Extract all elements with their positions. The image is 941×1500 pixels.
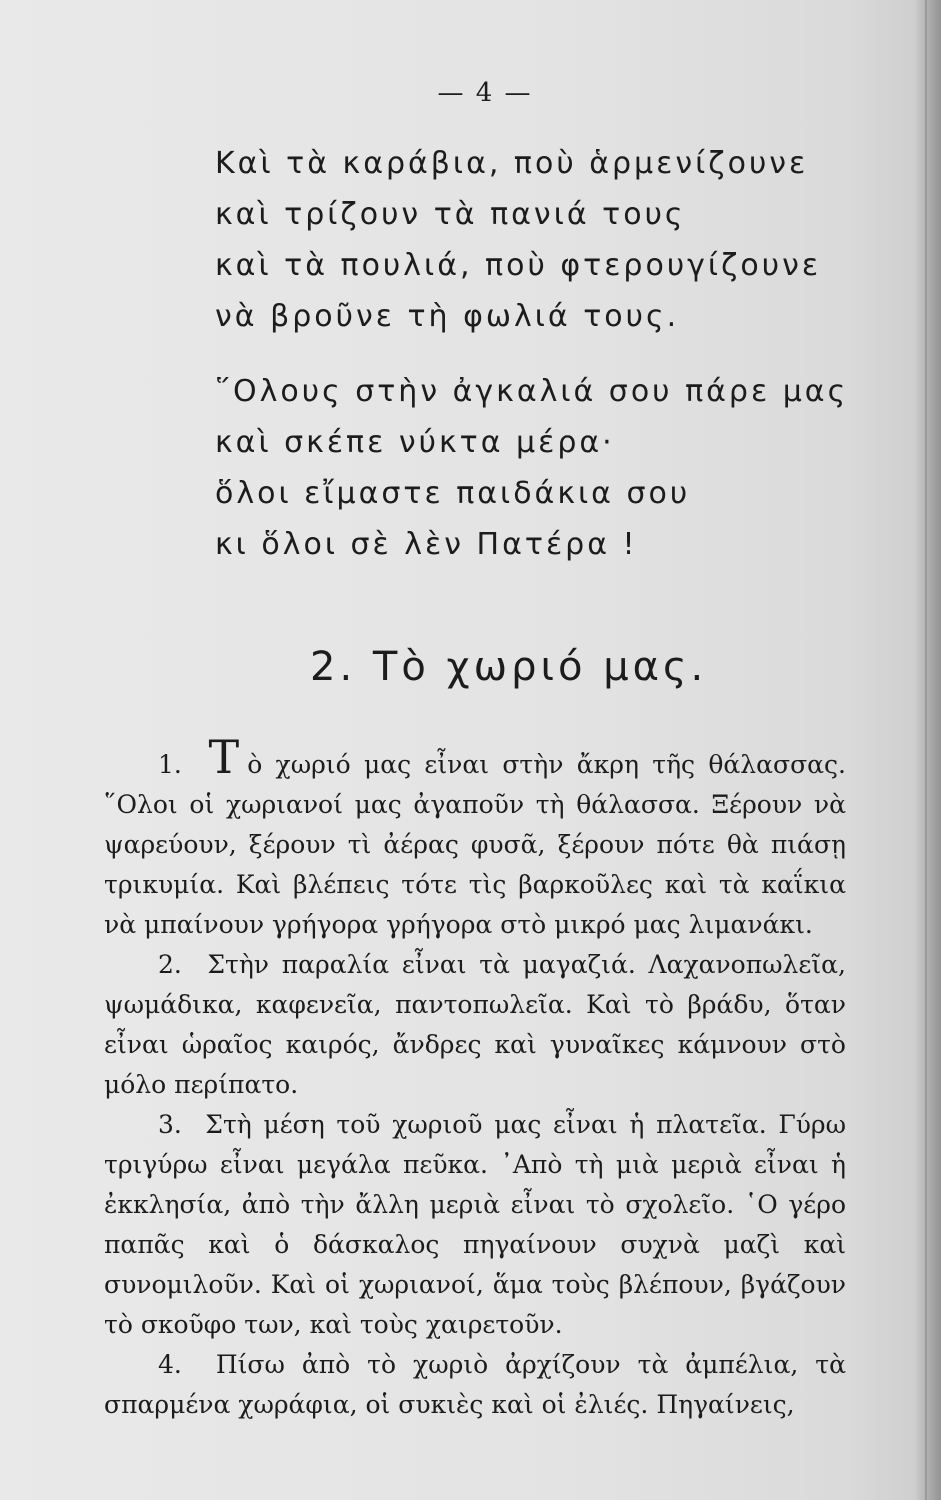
poem-line: καὶ σκέπε νύκτα μέρα· [215, 425, 615, 460]
paragraph-3 [104, 1105, 846, 1345]
paragraph-number: 4. [158, 1350, 182, 1379]
drop-cap: Τ [208, 730, 240, 784]
poem-line: νὰ βροῦνε τὴ φωλιά τους. [215, 299, 680, 334]
section-heading: 2. Τὸ χωριό μας. [310, 644, 708, 690]
page-edge-shadow [915, 0, 941, 1500]
paragraph-4 [104, 1345, 846, 1425]
paragraph-text: Στὴ μέση τοῦ χωριοῦ μας εἶναι ἡ πλατεῖα. Γύρω τριγύρω εἶναι μεγάλα πεῦκα. ᾿Απὸ τὴ μιὰ μεριὰ εἶναι ἡ ἐκκλησία, ἀπὸ τὴν ἄλλη μεριὰ εἶναι τὸ σχολεῖο. ῾Ο γέρο παπᾶς καὶ ὁ δάσκαλος πηγαίνουν συχνὰ μαζὶ καὶ συνομιλοῦν. Καὶ οἱ χωριανοί, ἅμα τοὺς βλέπουν, βγάζουν τὸ σκοῦφο των, καὶ τοὺς χαιρετοῦν. [104, 1110, 846, 1339]
paragraph-text: Πίσω ἀπὸ τὸ χωριὸ ἀρχίζουν τὰ ἀμπέλια, τὰ σπαρμένα χωράφια, οἱ συκιὲς καὶ οἱ ἐλιές. Πηγαίνεις, [104, 1350, 846, 1419]
paragraph-text: Στὴν παραλία εἶναι τὰ μαγαζιά. Λαχανοπωλεῖα, ψωμάδικα, καφενεῖα, παντοπωλεῖα. Καὶ τὸ βράδυ, ὅταν εἶναι ὡραῖος καιρός, ἄνδρες καὶ γυναῖκες κάμνουν στὸ μόλο περίπατο. [104, 950, 846, 1099]
poem-line: καὶ τὰ πουλιά, ποὺ φτερουγίζουνε [215, 248, 822, 283]
poem-line: κι ὅλοι σὲ λὲν Πατέρα ! [215, 527, 638, 562]
poem-line: ῞Ολους στὴν ἀγκαλιά σου πάρε μας [215, 374, 849, 409]
prose-body [104, 730, 846, 1425]
paragraph-2 [104, 945, 846, 1105]
poem-line: Καὶ τὰ καράβια, ποὺ ἁρμενίζουνε [215, 146, 809, 181]
paragraph-text: ὸ χωριό μας εἶναι στὴν ἄκρη τῆς θάλασσας. ῞Ολοι οἱ χωριανοί μας ἀγαποῦν τὴ θάλασσα. Ξέρουν νὰ ψαρεύουν, ξέρουν τὶ ἀέρας φυσᾶ, ξέρουν πότε θὰ πιάσῃ τρικυμία. Καὶ βλέπεις τότε τὶς βαρκοῦλες καὶ τὰ καΐκια νὰ μπαίνουν γρήγορα γρήγορα στὸ μικρό μας λιμανάκι. [104, 750, 846, 939]
page-edge-line [925, 0, 927, 1500]
poem-line: καὶ τρίζουν τὰ πανιά τους [215, 197, 686, 232]
poem-stanza-1 [215, 138, 821, 342]
paragraph-number: 2. [158, 950, 182, 979]
paragraph-1 [104, 730, 846, 945]
poem-stanza-2 [215, 366, 848, 570]
paragraph-number: 1. [158, 750, 182, 779]
paragraph-number: 3. [158, 1110, 182, 1139]
poem-line: ὅλοι εἴμαστε παιδάκια σου [215, 476, 691, 511]
page-number: — 4 — [437, 78, 533, 108]
